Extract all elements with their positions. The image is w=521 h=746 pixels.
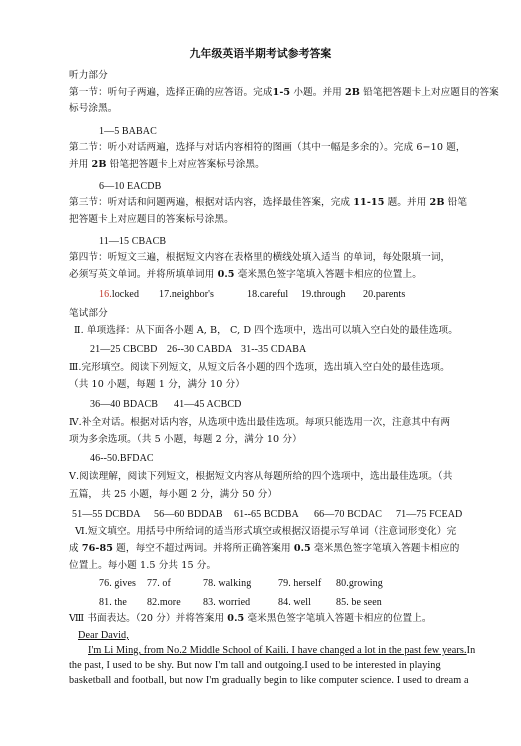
answer-number: 16. (99, 289, 112, 300)
listening-heading: 听力部分 (69, 70, 108, 81)
part-6-instruction-cont (69, 542, 459, 555)
answer-word: neighbor's (171, 289, 215, 300)
text: 毫米黑色签字笔填入答题卡相应的位置上。 (244, 613, 432, 624)
answer-group: 51—55 DCBDA (72, 509, 141, 520)
part-2-answers (90, 343, 306, 356)
answer-78 (203, 577, 278, 590)
writing-heading: 笔试部分 (69, 308, 108, 319)
section-1-instruction-cont: 标号涂黑。 (69, 103, 118, 114)
text-bold: 0.5 (227, 613, 245, 624)
answer-number: 79. (278, 578, 291, 589)
answer-number: 78. (203, 578, 216, 589)
answer-word: walking (218, 578, 252, 589)
answer-84 (278, 596, 336, 609)
section-4-instruction-cont (69, 268, 422, 281)
text: In (466, 645, 476, 656)
answer-group: 71—75 FCEAD (396, 509, 463, 520)
answer-number: 77. (147, 578, 160, 589)
part-3-instruction-cont: （共 10 小题，每题 1 分，满分 10 分） (69, 379, 245, 390)
letter-line-2: the past, I used to be shy. But now I'm tall and outgoing.I used to be interested in playing (69, 660, 441, 671)
part-6-instruction: Ⅵ.短文填空。用括号中所给词的适当形式填空或根据汉语提示写单词（注意词形变化）完 (75, 526, 457, 537)
answer-80 (336, 577, 383, 590)
part-5-instruction: Ⅴ.阅读理解，阅读下列短文，根据短文内容从每题所给的四个选项中，选出最佳选项。（共 (69, 471, 453, 482)
answer-word: of (162, 578, 171, 589)
page-title: 九年级英语半期考试参考答案 (189, 47, 332, 60)
answer-group: 31--35 CDABA (241, 344, 307, 355)
text: 并用 (69, 159, 92, 170)
section-3-answer: 11—15 CBACB (99, 236, 167, 247)
section-3-instruction-cont: 把答题卡上对应题目的答案标号涂黑。 (69, 214, 234, 225)
answer-number: 83. (203, 597, 216, 608)
text: 成 (69, 543, 82, 554)
answer-word: through (313, 289, 346, 300)
answer-82 (147, 596, 203, 609)
section-2-instruction-cont (69, 158, 265, 171)
answer-word: the (114, 597, 127, 608)
answer-group: 61--65 BCDBA (234, 509, 299, 520)
answer-17 (159, 288, 247, 301)
answer-83 (203, 596, 278, 609)
section-2-answer: 6—10 EACDB (99, 181, 162, 192)
text-bold: 0.5 (293, 543, 311, 554)
part-6-answers-row-2 (99, 596, 382, 609)
answer-word: careful (259, 289, 289, 300)
answer-81 (99, 596, 147, 609)
answer-number: 80. (336, 578, 349, 589)
part-6-instruction-cont-2: 位置上。每小题 1.5 分共 15 分。 (69, 560, 217, 571)
answer-group: 36—40 BDACB (90, 399, 159, 410)
text: 第三节：听对话和问题两遍，根据对话内容，选择最佳答案，完成 (69, 197, 354, 208)
answer-number: 18. (247, 289, 260, 300)
text: 铅笔把答题卡上对应题目的答案 (359, 87, 499, 98)
text-bold: 0.5 (217, 269, 235, 280)
answer-number: 17. (159, 289, 172, 300)
part-2-instruction: Ⅱ. 单项选择：从下面各小题 A, B， C, D 四个选项中，选出可以填入空白处的最佳选项。 (74, 325, 458, 336)
text: 毫米黑色签字笔填入答题卡相应的位置上。 (234, 269, 422, 280)
section-1-answer: 1—5 BABAC (99, 126, 157, 137)
letter-greeting: Dear David, (78, 630, 129, 641)
letter-line-3: basketball and football, but now I'm gradually begin to like computer science. I used to dream a (69, 675, 469, 686)
section-4-instruction: 第四节：听短文三遍，根据短文内容在表格里的横线处填入适当 的单词，每处限填一词， (69, 252, 451, 263)
answer-16 (99, 288, 159, 301)
answer-word: growing (348, 578, 383, 589)
answer-number: 81. (99, 597, 112, 608)
text-bold: 2B (345, 87, 360, 98)
answer-76 (99, 577, 147, 590)
text: 毫米黑色签字笔填入答题卡相应的 (310, 543, 460, 554)
part-3-answers (90, 398, 242, 411)
answer-word: worried (218, 597, 251, 608)
answer-number: 19. (301, 289, 314, 300)
answer-group: 56—60 BDDAB (154, 509, 223, 520)
section-3-instruction (69, 196, 467, 209)
text: Ⅷ 书面表达。（20 分）并将答案用 (69, 613, 228, 624)
part-8-instruction (69, 612, 432, 625)
answer-number: 76. (99, 578, 112, 589)
part-3-instruction: Ⅲ.完形填空。阅读下列短文，从短文后各小题的四个选项，选出填入空白处的最佳选项。 (69, 362, 450, 373)
text: 必须写英文单词。并将所填单词用 (69, 269, 218, 280)
answer-number: 84. (278, 597, 291, 608)
answer-word: gives (114, 578, 137, 589)
answer-word: herself (293, 578, 322, 589)
answer-word: be seen (351, 597, 382, 608)
answer-word: more (159, 597, 181, 608)
answer-number: 85. (336, 597, 349, 608)
part-4-instruction: Ⅳ.补全对话。根据对话内容，从选项中选出最佳选项。每项只能选用一次，注意其中有两 (69, 417, 451, 428)
text: 小题。并用 (290, 87, 345, 98)
text: 题，每空不超过两词。并将所正确答案用 (113, 543, 294, 554)
part-5-instruction-cont: 五篇， 共 25 小题，每小题 2 分，满分 50 分） (69, 489, 278, 500)
answer-word: well (293, 597, 312, 608)
text-bold: 1-5 (272, 87, 291, 98)
answer-19 (301, 288, 363, 301)
answer-85 (336, 596, 382, 609)
text: 第一节：听句子两遍，选择正确的应答语。完成 (69, 87, 273, 98)
section-2-instruction: 第二节：听小对话两遍，选择与对话内容相符的图画（其中一幅是多余的）。完成 6−10 题， (69, 142, 466, 153)
answer-group: 26--30 CABDA (167, 344, 233, 355)
part-4-instruction-cont: 项为多余选项。（共 5 小题，每题 2 分，满分 10 分） (69, 434, 302, 445)
answer-79 (278, 577, 336, 590)
answer-number: 20. (363, 289, 376, 300)
answer-group: 66—70 BCDAC (314, 509, 383, 520)
part-5-answers (72, 508, 462, 521)
section-1-instruction (69, 86, 499, 99)
text-bold: 2B (91, 159, 107, 170)
text: 铅笔把答题卡上对应答案标号涂黑。 (106, 159, 265, 170)
answer-word: locked (111, 289, 140, 300)
answer-group: 41—45 ACBCD (174, 399, 242, 410)
text-bold: 11-15 (353, 197, 385, 208)
text-bold: 2B (429, 197, 445, 208)
answer-group: 21—25 CBCBD (90, 344, 158, 355)
section-4-answers (99, 288, 405, 301)
letter-line-1 (88, 644, 475, 657)
text-bold: 76-85 (81, 543, 114, 554)
part-4-answer: 46--50.BFDAC (90, 453, 154, 464)
answer-18 (247, 288, 301, 301)
text: 铅笔 (444, 197, 468, 208)
underlined-text: I'm Li Ming, from No.2 Middle School of Kaili. I have changed a lot in the past few years. (88, 645, 467, 656)
part-6-answers-row-1 (99, 577, 383, 590)
answer-77 (147, 577, 203, 590)
answer-number: 82. (147, 597, 160, 608)
answer-word: parents (375, 289, 406, 300)
text: 题。并用 (384, 197, 430, 208)
answer-20 (363, 288, 405, 301)
